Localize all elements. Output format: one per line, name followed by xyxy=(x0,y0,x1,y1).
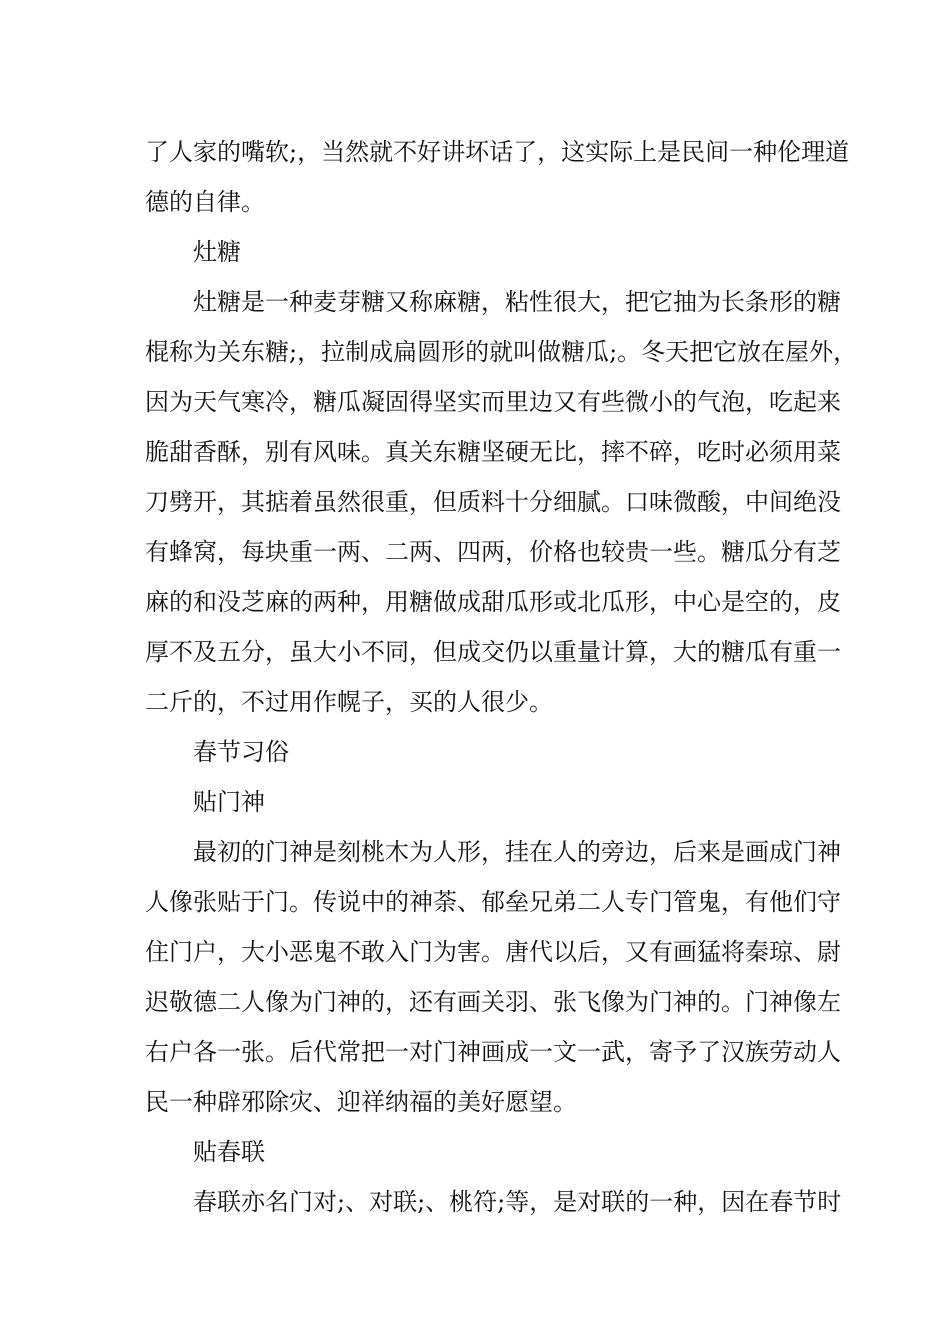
paragraph-line: 厚不及五分，虽大小不同，但成交仍以重量计算，大的糖瓜有重一 xyxy=(145,638,841,666)
paragraph-line: 棍称为关东糖;，拉制成扁圆形的就叫做糖瓜;。冬天把它放在屋外， xyxy=(145,338,858,366)
paragraph-line: 灶糖是一种麦芽糖又称麻糖，粘性很大，把它抽为长条形的糖 xyxy=(193,288,841,316)
paragraph-line: 麻的和没芝麻的两种，用糖做成甜瓜形或北瓜形，中心是空的，皮 xyxy=(145,588,841,616)
section-heading-zaotang: 灶糖 xyxy=(193,238,241,266)
paragraph-line: 住门户，大小恶鬼不敢入门为害。唐代以后，又有画猛将秦琼、尉 xyxy=(145,938,841,966)
section-heading-chunjie: 春节习俗 xyxy=(193,738,289,766)
paragraph-line: 刀劈开，其掂着虽然很重，但质料十分细腻。口味微酸，中间绝没 xyxy=(145,488,841,516)
paragraph-line: 德的自律。 xyxy=(145,188,265,216)
paragraph-line: 因为天气寒冷，糖瓜凝固得坚实而里边又有些微小的气泡，吃起来 xyxy=(145,388,841,416)
section-heading-menshen: 贴门神 xyxy=(193,788,265,816)
paragraph-line: 最初的门神是刻桃木为人形，挂在人的旁边，后来是画成门神 xyxy=(193,838,841,866)
paragraph-line: 脆甜香酥，别有风味。真关东糖坚硬无比，摔不碎，吃时必须用菜 xyxy=(145,438,841,466)
paragraph-line: 迟敬德二人像为门神的，还有画关羽、张飞像为门神的。门神像左 xyxy=(145,988,841,1016)
paragraph-line: 有蜂窝，每块重一两、二两、四两，价格也较贵一些。糖瓜分有芝 xyxy=(145,538,841,566)
paragraph-line: 民一种辟邪除灾、迎祥纳福的美好愿望。 xyxy=(145,1088,577,1116)
paragraph-line: 右户各一张。后代常把一对门神画成一文一武，寄予了汉族劳动人 xyxy=(145,1038,841,1066)
paragraph-line: 二斤的，不过用作幌子，买的人很少。 xyxy=(145,688,553,716)
section-heading-chunlian: 贴春联 xyxy=(193,1138,265,1166)
paragraph-line: 了人家的嘴软;，当然就不好讲坏话了，这实际上是民间一种伦理道 xyxy=(145,138,850,166)
paragraph-line: 人像张贴于门。传说中的神荼、郁垒兄弟二人专门管鬼，有他们守 xyxy=(145,888,841,916)
paragraph-line: 春联亦名门对;、对联;、桃符;等，是对联的一种，因在春节时 xyxy=(193,1188,842,1216)
